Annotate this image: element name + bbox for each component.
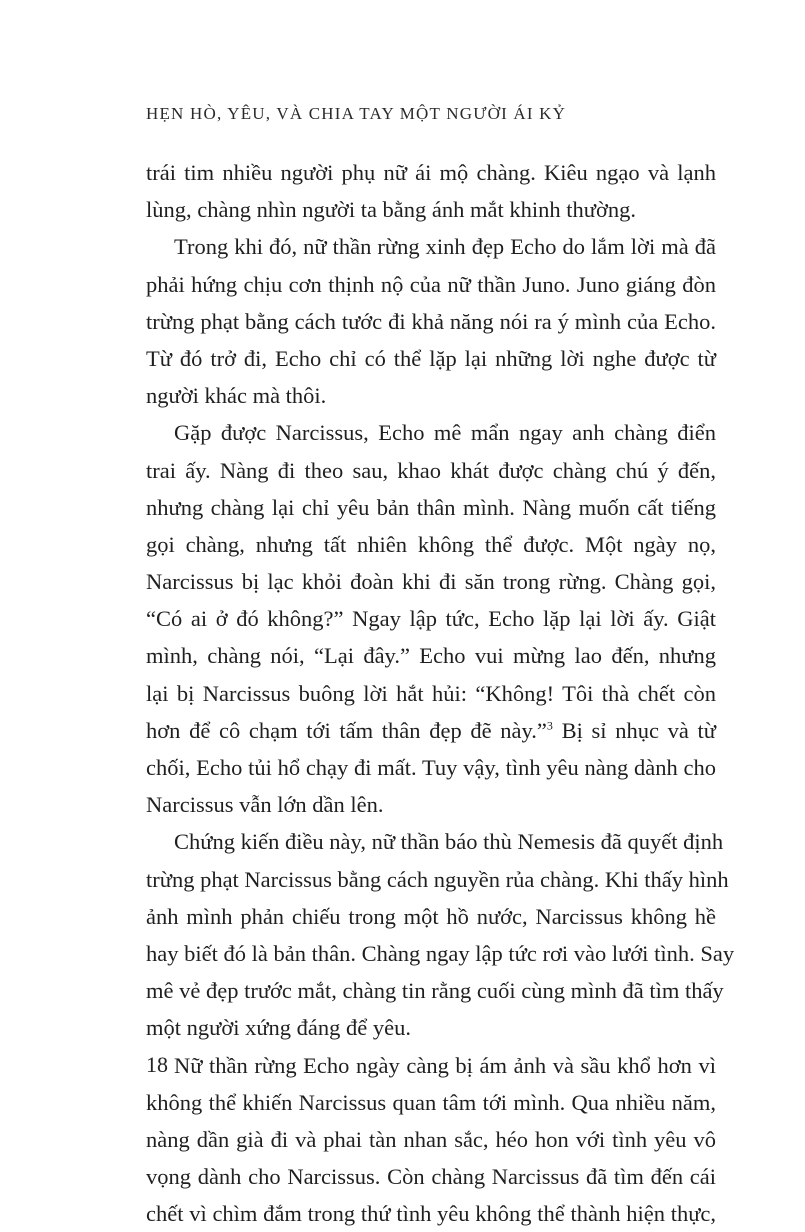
text-line: phải hứng chịu cơn thịnh nộ của nữ thần Juno. Juno giáng đòn (146, 271, 716, 297)
text-line: ảnh mình phản chiếu trong một hồ nước, Narcissus không hề (146, 903, 716, 929)
text-line-part: Bị sỉ nhục và từ (552, 717, 716, 743)
text-line: Narcissus vẫn lớn dần lên. (146, 792, 384, 818)
text-line: chết vì chìm đắm trong thứ tình yêu không thể thành hiện thực, (146, 1201, 716, 1227)
page-number: 18 (146, 1052, 168, 1077)
paragraph-first-line: Chứng kiến điều này, nữ thần báo thù Nemesis đã quyết định (174, 829, 724, 855)
text-line: lùng, chàng nhìn người ta bằng ánh mắt khinh thường. (146, 197, 636, 223)
text-line: mê vẻ đẹp trước mắt, chàng tin rằng cuối cùng mình đã tìm thấy (146, 978, 724, 1004)
text-line: lại bị Narcissus buông lời hắt hủi: “Không! Tôi thà chết còn (146, 680, 716, 706)
text-line: mình, chàng nói, “Lại đây.” Echo vui mừng lao đến, nhưng (146, 643, 716, 669)
running-head: HẸN HÒ, YÊU, VÀ CHIA TAY MỘT NGƯỜI ÁI KỶ (146, 104, 567, 123)
text-line: Narcissus bị lạc khỏi đoàn khi đi săn trong rừng. Chàng gọi, (146, 569, 716, 595)
text-line: một người xứng đáng để yêu. (146, 1015, 412, 1041)
text-line: Từ đó trở đi, Echo chỉ có thể lặp lại những lời nghe được từ (146, 345, 716, 371)
text-line: người khác mà thôi. (146, 383, 327, 409)
footnote-marker: 3 (546, 718, 553, 733)
body-text (146, 154, 735, 1232)
text-line: trừng phạt bằng cách tước đi khả năng nói ra ý mình của Echo. (146, 308, 716, 334)
text-line: trái tim nhiều người phụ nữ ái mộ chàng. Kiêu ngạo và lạnh (146, 160, 716, 185)
text-line: hay biết đó là bản thân. Chàng ngay lập tức rơi vào lưới tình. Say (146, 940, 735, 966)
text-line: nhưng chàng lại chỉ yêu bản thân mình. Nàng muốn cất tiếng (146, 494, 716, 520)
paragraph-first-line: Trong khi đó, nữ thần rừng xinh đẹp Echo do lắm lời mà đã (174, 234, 716, 260)
text-line (146, 712, 716, 749)
text-line: nàng dần già đi và phai tàn nhan sắc, héo hon với tình yêu vô (146, 1126, 716, 1152)
text-line: “Có ai ở đó không?” Ngay lập tức, Echo lặp lại lời ấy. Giật (146, 606, 716, 632)
text-line: gọi chàng, nhưng tất nhiên không thể được. Một ngày nọ, (146, 531, 716, 557)
paragraph-first-line: Gặp được Narcissus, Echo mê mẩn ngay anh chàng điển (174, 420, 716, 446)
paragraph-first-line: Nữ thần rừng Echo ngày càng bị ám ảnh và sầu khổ hơn vì (174, 1052, 716, 1078)
text-line: vọng dành cho Narcissus. Còn chàng Narcissus đã tìm đến cái (146, 1164, 716, 1190)
text-line: trai ấy. Nàng đi theo sau, khao khát được chàng chú ý đến, (146, 457, 716, 483)
text-line: chối, Echo tủi hổ chạy đi mất. Tuy vậy, tình yêu nàng dành cho (146, 755, 716, 780)
text-line: trừng phạt Narcissus bằng cách nguyền rủa chàng. Khi thấy hình (146, 866, 729, 892)
text-line: không thể khiến Narcissus quan tâm tới mình. Qua nhiều năm, (146, 1089, 716, 1115)
text-line-part: hơn để cô chạm tới tấm thân đẹp đẽ này.” (146, 717, 547, 743)
